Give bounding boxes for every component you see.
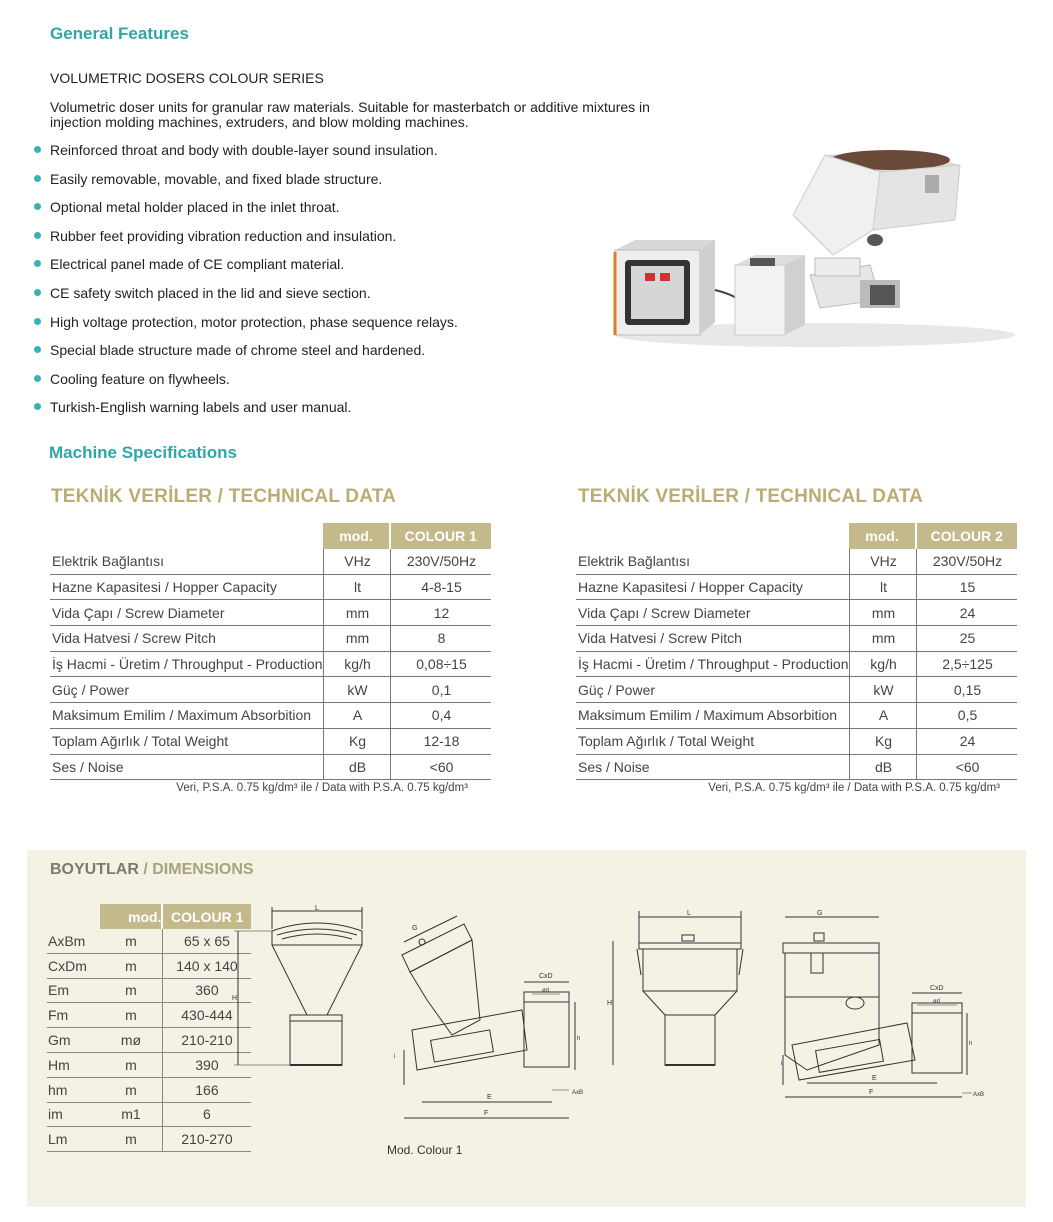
technical-data-title-1: TEKNİK VERİLER / TECHNICAL DATA	[51, 486, 397, 507]
feature-item: Easily removable, movable, and fixed blade structure.	[34, 170, 458, 199]
mod-header: mod.	[323, 523, 390, 549]
mod-header: mod.	[100, 904, 162, 929]
svg-text:H: H	[232, 995, 238, 1002]
machine-specifications-heading: Machine Specifications	[49, 443, 237, 462]
svg-text:AxB: AxB	[572, 1090, 584, 1096]
table-row: Vida Çapı / Screw Diameter mm 12	[50, 600, 491, 626]
bullet-icon	[34, 260, 41, 267]
table-row: Fm m 430-444	[47, 1003, 251, 1028]
side-view-drawing-2	[777, 905, 1002, 1115]
table-row: Vida Hatvesi / Screw Pitch mm 8	[50, 626, 491, 652]
svg-text:i: i	[781, 1061, 783, 1067]
table-row: Elektrik Bağlantısı VHz 230V/50Hz	[50, 549, 491, 574]
svg-text:h: h	[969, 1041, 973, 1047]
table-row: Em m 360	[47, 978, 251, 1003]
table-row: Güç / Power kW 0,15	[576, 677, 1017, 703]
doser-product-image	[605, 140, 1015, 350]
table-row: Ses / Noise dB <60	[50, 754, 491, 780]
table-note-1: Veri, P.S.A. 0.75 kg/dm³ ile / Data with P.S.A. 0.75 kg/dm³	[176, 782, 468, 794]
table-row: hm m 166	[47, 1077, 251, 1102]
table-row: Hazne Kapasitesi / Hopper Capacity lt 4-8-15	[50, 574, 491, 600]
svg-text:ød: ød	[542, 988, 550, 994]
side-view-drawing	[392, 910, 587, 1145]
feature-item: Electrical panel made of CE compliant material.	[34, 255, 458, 284]
svg-text:H: H	[607, 1000, 613, 1007]
table-row: AxBm m 65 x 65	[47, 929, 251, 953]
svg-text:L: L	[687, 910, 691, 917]
svg-text:CxD: CxD	[930, 985, 944, 992]
dimensions-table	[47, 904, 251, 1152]
dimensions-panel	[27, 850, 1026, 1207]
svg-text:F: F	[869, 1089, 874, 1096]
table-row: Maksimum Emilim / Maximum Absorbition A 0,4	[50, 703, 491, 729]
bullet-icon	[34, 346, 41, 353]
table-note-2: Veri, P.S.A. 0.75 kg/dm³ ile / Data with P.S.A. 0.75 kg/dm³	[708, 782, 1000, 794]
blank-header	[50, 523, 323, 549]
table-row: Lm m 210-270	[47, 1127, 251, 1152]
model-header: COLOUR 1	[390, 523, 491, 549]
svg-text:E: E	[487, 1094, 492, 1101]
bullet-icon	[34, 175, 41, 182]
svg-text:h: h	[577, 1036, 581, 1042]
feature-item: Turkish-English warning labels and user manual.	[34, 398, 458, 427]
bullet-icon	[34, 375, 41, 382]
table-row: Vida Hatvesi / Screw Pitch mm 25	[576, 626, 1017, 652]
feature-item: CE safety switch placed in the lid and sieve section.	[34, 284, 458, 313]
intro-text: Volumetric doser units for granular raw materials. Suitable for masterbatch or additive mixtures in injection molding machines, extruders, and blow molding machines.	[50, 99, 650, 130]
table-row: Toplam Ağırlık / Total Weight Kg 12-18	[50, 728, 491, 754]
general-features-heading: General Features	[50, 24, 189, 43]
mod-header: mod.	[849, 523, 916, 549]
table-row: İş Hacmi - Üretim / Throughput - Production kg/h 0,08÷15	[50, 651, 491, 677]
svg-text:AxB: AxB	[973, 1092, 985, 1098]
feature-item: Cooling feature on flywheels.	[34, 370, 458, 399]
svg-text:i: i	[394, 1054, 396, 1060]
feature-item: High voltage protection, motor protection, phase sequence relays.	[34, 313, 458, 342]
technical-data-table-colour-2	[576, 523, 1017, 780]
table-row: Hm m 390	[47, 1052, 251, 1077]
drawing-caption: Mod. Colour 1	[387, 1143, 463, 1157]
feature-item: Special blade structure made of chrome steel and hardened.	[34, 341, 458, 370]
front-view-drawing-2	[607, 905, 747, 1105]
table-row: Gm mø 210-210	[47, 1028, 251, 1053]
table-row: Toplam Ağırlık / Total Weight Kg 24	[576, 728, 1017, 754]
bullet-icon	[34, 203, 41, 210]
bullet-icon	[34, 318, 41, 325]
blank-header	[47, 904, 100, 929]
bullet-icon	[34, 289, 41, 296]
table-row: Maksimum Emilim / Maximum Absorbition A 0,5	[576, 703, 1017, 729]
model-header: COLOUR 2	[916, 523, 1017, 549]
table-row: CxDm m 140 x 140	[47, 953, 251, 978]
table-row: Ses / Noise dB <60	[576, 754, 1017, 780]
table-row: Vida Çapı / Screw Diameter mm 24	[576, 600, 1017, 626]
table-row: Güç / Power kW 0,1	[50, 677, 491, 703]
table-row: Hazne Kapasitesi / Hopper Capacity lt 15	[576, 574, 1017, 600]
series-title: VOLUMETRIC DOSERS COLOUR SERIES	[50, 70, 324, 86]
technical-data-table-colour-1	[50, 523, 491, 780]
bullet-icon	[34, 146, 41, 153]
svg-text:G: G	[817, 910, 823, 917]
feature-item: Reinforced throat and body with double-layer sound insulation.	[34, 141, 458, 170]
feature-item: Rubber feet providing vibration reduction and insulation.	[34, 227, 458, 256]
table-row: Elektrik Bağlantısı VHz 230V/50Hz	[576, 549, 1017, 574]
svg-text:E: E	[872, 1075, 877, 1082]
blank-header	[576, 523, 849, 549]
svg-text:ød: ød	[933, 999, 941, 1005]
dimensions-title: BOYUTLAR / DIMENSIONS	[50, 861, 254, 878]
svg-text:F: F	[484, 1110, 489, 1117]
svg-text:G: G	[412, 925, 418, 932]
feature-list	[34, 141, 458, 427]
feature-item: Optional metal holder placed in the inlet throat.	[34, 198, 458, 227]
model-header: COLOUR 1	[162, 904, 251, 929]
front-view-drawing	[232, 905, 367, 1105]
technical-data-title-2: TEKNİK VERİLER / TECHNICAL DATA	[578, 486, 924, 507]
bullet-icon	[34, 403, 41, 410]
svg-text:L: L	[315, 905, 319, 912]
svg-text:CxD: CxD	[539, 973, 553, 980]
bullet-icon	[34, 232, 41, 239]
table-row: im m1 6	[47, 1102, 251, 1127]
table-row: İş Hacmi - Üretim / Throughput - Production kg/h 2,5÷125	[576, 651, 1017, 677]
